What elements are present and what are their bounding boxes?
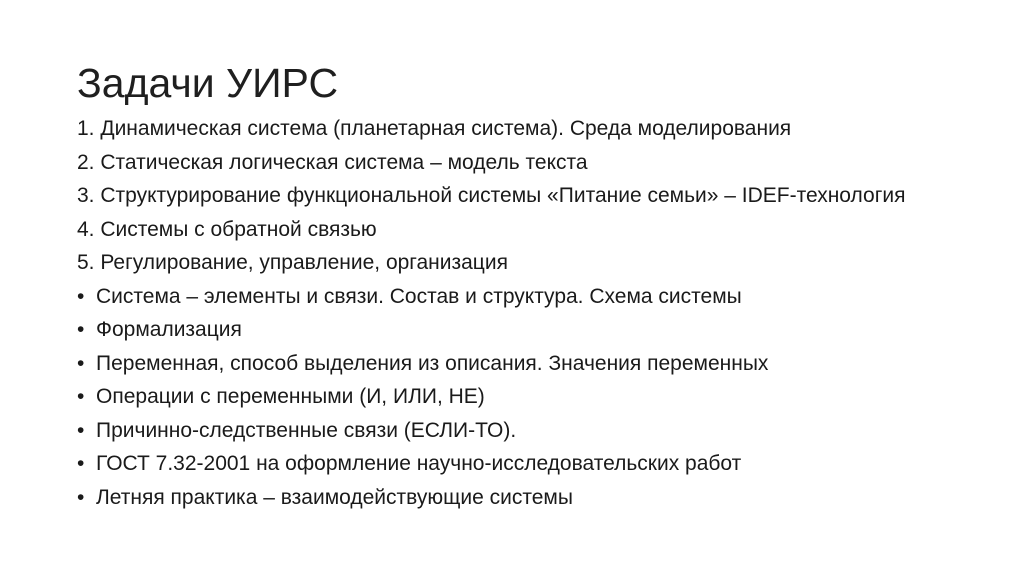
bullet-marker: • (77, 452, 85, 475)
bullet-marker: • (77, 284, 85, 308)
bullet-item-text: Формализация (96, 318, 242, 341)
numbered-item: 3. Структурирование функциональной системы «Питание семьи» – IDEF-технология (77, 184, 906, 207)
bullet-item-text: Переменная, способ выделения из описания. Значения переменных (96, 351, 769, 375)
bullet-item-text: ГОСТ 7.32-2001 на оформление научно-исследовательских работ (96, 452, 742, 475)
bullet-marker: • (77, 385, 85, 408)
bullet-marker: • (77, 351, 85, 375)
bullet-item (77, 453, 957, 475)
bullet-item (77, 386, 957, 408)
slide-title: Задачи УИРС (77, 60, 339, 106)
bullet-marker: • (77, 318, 85, 341)
bullet-item (77, 420, 957, 442)
numbered-item: 5. Регулирование, управление, организация (77, 251, 508, 274)
bullet-item-text: Летняя практика – взаимодействующие системы (96, 485, 573, 509)
slide-content-list (77, 118, 957, 520)
bullet-item (77, 487, 957, 509)
numbered-item: 1. Динамическая система (планетарная система). Среда моделирования (77, 117, 792, 140)
bullet-item-text: Система – элементы и связи. Состав и структура. Схема системы (96, 284, 742, 308)
bullet-item-text: Причинно-следственные связи (ЕСЛИ-ТО). (96, 418, 517, 442)
numbered-item: 4. Системы с обратной связью (77, 217, 377, 241)
bullet-item (77, 353, 957, 375)
bullet-marker: • (77, 418, 85, 442)
bullet-item-text: Операции с переменными (И, ИЛИ, НЕ) (96, 385, 485, 408)
bullet-item (77, 319, 957, 341)
bullet-marker: • (77, 485, 85, 509)
numbered-item: 2. Статическая логическая система – модель текста (77, 150, 588, 174)
bullet-item (77, 286, 957, 308)
